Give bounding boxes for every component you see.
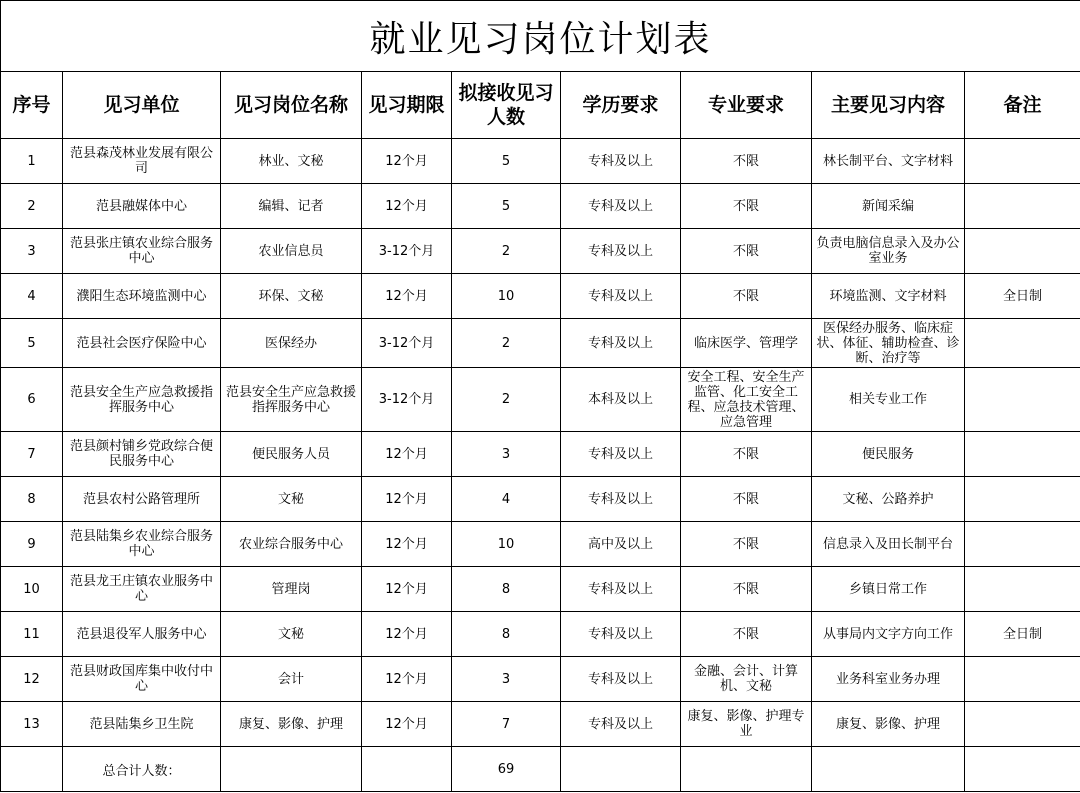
cell-position: 农业综合服务中心 bbox=[221, 522, 362, 567]
cell-major: 不限 bbox=[681, 522, 812, 567]
cell-content: 乡镇日常工作 bbox=[812, 567, 965, 612]
cell-period: 12个月 bbox=[362, 184, 452, 229]
cell-education: 本科及以上 bbox=[561, 368, 681, 432]
header-position: 见习岗位名称 bbox=[221, 72, 362, 139]
cell-notes bbox=[965, 319, 1080, 368]
cell-seq: 10 bbox=[1, 567, 63, 612]
table-row bbox=[1, 432, 1080, 477]
cell-seq: 4 bbox=[1, 274, 63, 319]
cell-position: 农业信息员 bbox=[221, 229, 362, 274]
cell-major: 安全工程、安全生产监管、化工安全工程、应急技术管理、应急管理 bbox=[681, 368, 812, 432]
cell-major: 不限 bbox=[681, 612, 812, 657]
cell-period: 12个月 bbox=[362, 612, 452, 657]
cell-unit: 濮阳生态环境监测中心 bbox=[63, 274, 221, 319]
cell-unit: 范县陆集乡农业综合服务中心 bbox=[63, 522, 221, 567]
cell-major: 不限 bbox=[681, 229, 812, 274]
cell-content: 业务科室业务办理 bbox=[812, 657, 965, 702]
cell-education: 专科及以上 bbox=[561, 657, 681, 702]
table-row bbox=[1, 139, 1080, 184]
cell-count: 7 bbox=[452, 702, 561, 747]
total-empty-cell bbox=[561, 747, 681, 792]
cell-major: 康复、影像、护理专业 bbox=[681, 702, 812, 747]
cell-position: 林业、文秘 bbox=[221, 139, 362, 184]
table-row bbox=[1, 612, 1080, 657]
cell-period: 12个月 bbox=[362, 477, 452, 522]
cell-education: 专科及以上 bbox=[561, 567, 681, 612]
cell-major: 不限 bbox=[681, 432, 812, 477]
cell-education: 专科及以上 bbox=[561, 274, 681, 319]
cell-major: 不限 bbox=[681, 139, 812, 184]
cell-education: 专科及以上 bbox=[561, 184, 681, 229]
cell-content: 文秘、公路养护 bbox=[812, 477, 965, 522]
cell-position: 便民服务人员 bbox=[221, 432, 362, 477]
cell-major: 金融、会计、计算机、文秘 bbox=[681, 657, 812, 702]
cell-notes bbox=[965, 522, 1080, 567]
cell-unit: 范县社会医疗保险中心 bbox=[63, 319, 221, 368]
cell-content: 林长制平台、文字材料 bbox=[812, 139, 965, 184]
cell-seq: 5 bbox=[1, 319, 63, 368]
cell-period: 12个月 bbox=[362, 522, 452, 567]
cell-notes bbox=[965, 477, 1080, 522]
header-unit: 见习单位 bbox=[63, 72, 221, 139]
cell-content: 从事局内文字方向工作 bbox=[812, 612, 965, 657]
cell-seq: 1 bbox=[1, 139, 63, 184]
cell-content: 新闻采编 bbox=[812, 184, 965, 229]
table-row bbox=[1, 368, 1080, 432]
cell-unit: 范县张庄镇农业综合服务中心 bbox=[63, 229, 221, 274]
header-major: 专业要求 bbox=[681, 72, 812, 139]
cell-content: 负责电脑信息录入及办公室业务 bbox=[812, 229, 965, 274]
cell-period: 12个月 bbox=[362, 567, 452, 612]
cell-education: 专科及以上 bbox=[561, 612, 681, 657]
cell-major: 不限 bbox=[681, 567, 812, 612]
header-seq: 序号 bbox=[1, 72, 63, 139]
cell-seq: 2 bbox=[1, 184, 63, 229]
table-row bbox=[1, 657, 1080, 702]
cell-major: 不限 bbox=[681, 477, 812, 522]
cell-education: 专科及以上 bbox=[561, 477, 681, 522]
cell-notes bbox=[965, 657, 1080, 702]
cell-notes bbox=[965, 184, 1080, 229]
cell-position: 康复、影像、护理 bbox=[221, 702, 362, 747]
cell-unit: 范县融媒体中心 bbox=[63, 184, 221, 229]
cell-seq: 11 bbox=[1, 612, 63, 657]
cell-unit: 范县陆集乡卫生院 bbox=[63, 702, 221, 747]
cell-unit: 范县安全生产应急救援指挥服务中心 bbox=[63, 368, 221, 432]
cell-period: 3-12个月 bbox=[362, 229, 452, 274]
total-seq-cell bbox=[1, 747, 63, 792]
table-row bbox=[1, 522, 1080, 567]
cell-count: 8 bbox=[452, 612, 561, 657]
cell-count: 10 bbox=[452, 274, 561, 319]
cell-content: 康复、影像、护理 bbox=[812, 702, 965, 747]
cell-count: 5 bbox=[452, 139, 561, 184]
cell-unit: 范县森茂林业发展有限公司 bbox=[63, 139, 221, 184]
table-row bbox=[1, 184, 1080, 229]
cell-position: 管理岗 bbox=[221, 567, 362, 612]
cell-unit: 范县颜村铺乡党政综合便民服务中心 bbox=[63, 432, 221, 477]
total-label: 总合计人数： bbox=[63, 747, 221, 792]
cell-count: 8 bbox=[452, 567, 561, 612]
cell-content: 相关专业工作 bbox=[812, 368, 965, 432]
cell-content: 信息录入及田长制平台 bbox=[812, 522, 965, 567]
header-row bbox=[1, 72, 1080, 139]
page-title: 就业见习岗位计划表 bbox=[1, 1, 1080, 72]
cell-count: 5 bbox=[452, 184, 561, 229]
cell-education: 专科及以上 bbox=[561, 702, 681, 747]
cell-count: 2 bbox=[452, 229, 561, 274]
cell-content: 便民服务 bbox=[812, 432, 965, 477]
total-row bbox=[1, 747, 1080, 792]
cell-seq: 9 bbox=[1, 522, 63, 567]
cell-seq: 3 bbox=[1, 229, 63, 274]
cell-count: 3 bbox=[452, 432, 561, 477]
cell-notes: 全日制 bbox=[965, 612, 1080, 657]
cell-period: 3-12个月 bbox=[362, 319, 452, 368]
cell-count: 2 bbox=[452, 319, 561, 368]
cell-count: 10 bbox=[452, 522, 561, 567]
cell-unit: 范县财政国库集中收付中心 bbox=[63, 657, 221, 702]
header-content: 主要见习内容 bbox=[812, 72, 965, 139]
cell-notes bbox=[965, 432, 1080, 477]
cell-content: 环境监测、文字材料 bbox=[812, 274, 965, 319]
cell-major: 不限 bbox=[681, 274, 812, 319]
cell-period: 12个月 bbox=[362, 432, 452, 477]
table-row bbox=[1, 319, 1080, 368]
total-empty-cell bbox=[681, 747, 812, 792]
cell-position: 医保经办 bbox=[221, 319, 362, 368]
total-empty-cell bbox=[965, 747, 1080, 792]
cell-education: 专科及以上 bbox=[561, 229, 681, 274]
cell-unit: 范县退役军人服务中心 bbox=[63, 612, 221, 657]
total-empty-cell bbox=[362, 747, 452, 792]
table-row bbox=[1, 274, 1080, 319]
header-period: 见习期限 bbox=[362, 72, 452, 139]
cell-period: 12个月 bbox=[362, 274, 452, 319]
cell-count: 2 bbox=[452, 368, 561, 432]
cell-major: 临床医学、管理学 bbox=[681, 319, 812, 368]
cell-seq: 12 bbox=[1, 657, 63, 702]
cell-unit: 范县龙王庄镇农业服务中心 bbox=[63, 567, 221, 612]
cell-position: 文秘 bbox=[221, 477, 362, 522]
table-body bbox=[1, 139, 1080, 747]
total-empty-cell bbox=[221, 747, 362, 792]
cell-notes bbox=[965, 368, 1080, 432]
cell-notes bbox=[965, 702, 1080, 747]
total-empty-cell bbox=[812, 747, 965, 792]
cell-period: 12个月 bbox=[362, 139, 452, 184]
header-count: 拟接收见习人数 bbox=[452, 72, 561, 139]
cell-count: 3 bbox=[452, 657, 561, 702]
table-row bbox=[1, 477, 1080, 522]
cell-position: 会计 bbox=[221, 657, 362, 702]
cell-position: 文秘 bbox=[221, 612, 362, 657]
table-row bbox=[1, 702, 1080, 747]
cell-unit: 范县农村公路管理所 bbox=[63, 477, 221, 522]
cell-major: 不限 bbox=[681, 184, 812, 229]
cell-seq: 13 bbox=[1, 702, 63, 747]
cell-count: 4 bbox=[452, 477, 561, 522]
cell-period: 3-12个月 bbox=[362, 368, 452, 432]
cell-period: 12个月 bbox=[362, 657, 452, 702]
cell-seq: 7 bbox=[1, 432, 63, 477]
cell-notes: 全日制 bbox=[965, 274, 1080, 319]
cell-education: 专科及以上 bbox=[561, 139, 681, 184]
total-count: 69 bbox=[452, 747, 561, 792]
cell-notes bbox=[965, 567, 1080, 612]
cell-position: 编辑、记者 bbox=[221, 184, 362, 229]
cell-content: 医保经办服务、临床症状、体征、辅助检查、诊断、治疗等 bbox=[812, 319, 965, 368]
cell-education: 高中及以上 bbox=[561, 522, 681, 567]
cell-period: 12个月 bbox=[362, 702, 452, 747]
cell-education: 专科及以上 bbox=[561, 319, 681, 368]
table-row bbox=[1, 229, 1080, 274]
cell-notes bbox=[965, 139, 1080, 184]
cell-seq: 8 bbox=[1, 477, 63, 522]
cell-seq: 6 bbox=[1, 368, 63, 432]
cell-education: 专科及以上 bbox=[561, 432, 681, 477]
header-notes: 备注 bbox=[965, 72, 1080, 139]
header-education: 学历要求 bbox=[561, 72, 681, 139]
table-row bbox=[1, 567, 1080, 612]
cell-position: 范县安全生产应急救援指挥服务中心 bbox=[221, 368, 362, 432]
cell-position: 环保、文秘 bbox=[221, 274, 362, 319]
cell-notes bbox=[965, 229, 1080, 274]
